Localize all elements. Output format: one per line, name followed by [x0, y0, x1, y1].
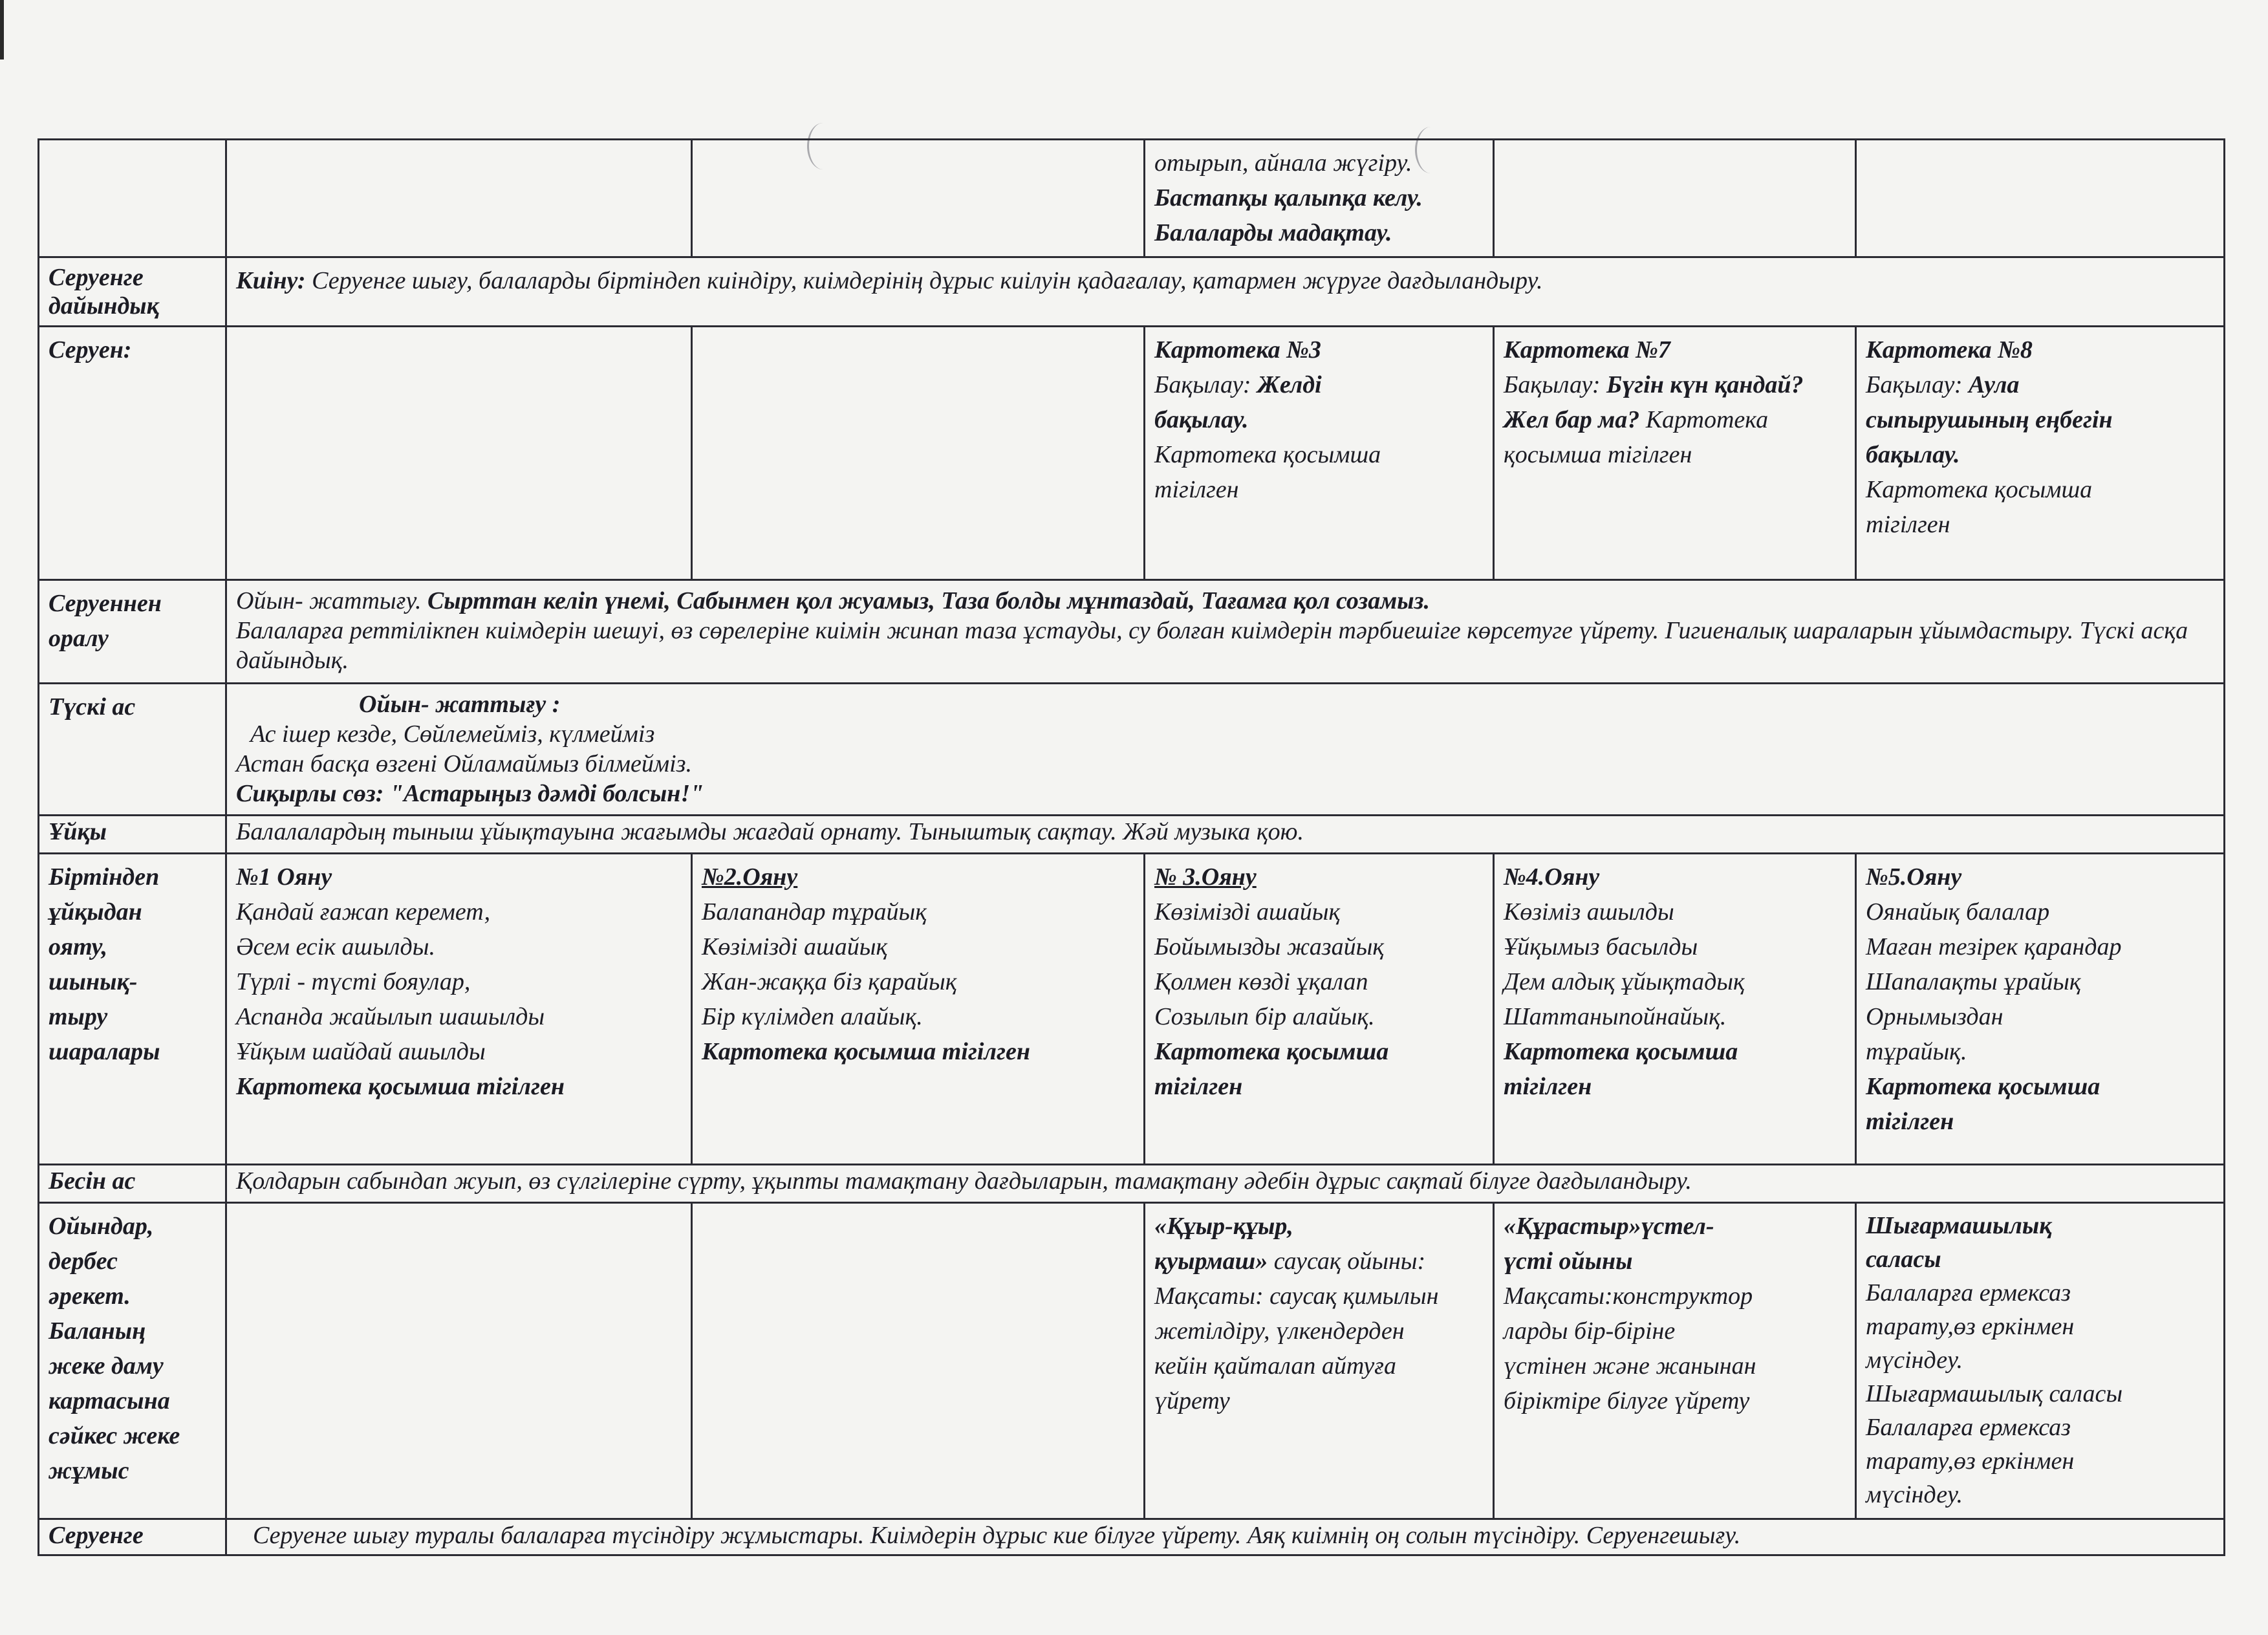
games-cell-2 — [692, 1202, 1145, 1519]
table-row — [39, 684, 2225, 816]
row-label-sleep: Ұйқы — [39, 816, 226, 853]
walk-cell-2 — [692, 327, 1145, 580]
preparation-text: Киіну: Серуенге шығу, балаларды біртіндеп киіндіру, киімдерінің дұрыс киілуін қадағалау, қатармен жүруге дағдыландыру. — [226, 257, 2225, 326]
table-row — [39, 140, 2225, 257]
table-row — [39, 579, 2225, 684]
row0-cell-5 — [1856, 140, 2225, 257]
table-row — [39, 257, 2225, 326]
row-label-walk-prep: Серуенге — [39, 1519, 226, 1555]
walk-cell-3: Картотека №3 Бақылау: Желді бақылау. Картотека қосымша тігілген — [1145, 327, 1494, 580]
row-label-awakening: Біртіндеп ұйқыдан ояту, шынық- тыру шаралары — [39, 853, 226, 1165]
row0-cell-2 — [692, 140, 1145, 257]
games-cell-4: «Құрастыр»үстел- үсті ойыны Мақсаты:конструктор ларды бір-біріне үстінен және жанынан біріктіре білуге үйрету — [1494, 1202, 1856, 1519]
walk-cell-1 — [226, 327, 692, 580]
row0-label-cell — [39, 140, 226, 257]
table-row — [39, 1519, 2225, 1555]
row-label-return: Серуеннен оралу — [39, 579, 226, 684]
table-row — [39, 1202, 2225, 1519]
row-label-games: Ойындар, дербес әрекет. Баланың жеке даму картасына сәйкес жеке жұмыс — [39, 1202, 226, 1519]
row-label-walk: Серуен: — [39, 327, 226, 580]
daily-plan-table — [38, 138, 2225, 1556]
awakening-cell-2: №2.Ояну Балапандар тұрайық Көзімізді ашайық Жан-жаққа біз қарайық Бір күлімдеп алайық. Картотека қосымша тігілген — [692, 853, 1145, 1165]
table-row — [39, 1165, 2225, 1202]
row0-cell-1 — [226, 140, 692, 257]
games-cell-1 — [226, 1202, 692, 1519]
awakening-cell-4: №4.Ояну Көзіміз ашылды Ұйқымыз басылды Дем алдық ұйықтадық Шаттаныпойнайық. Картотека қосымша тігілген — [1494, 853, 1856, 1165]
afternoon-snack-text: Қолдарын сабындап жуып, өз сүлгілеріне сүрту, ұқыпты тамақтану дағдыларын, тамақтану әдебін дұрыс сақтай білуге дағдыландыру. — [226, 1165, 2225, 1202]
games-cell-3: «Құыр-құыр, қуырмаш» саусақ ойыны: Мақсаты: саусақ қимылын жетілдіру, үлкендерден кейін қайталап айтуға үйрету — [1145, 1202, 1494, 1519]
walk-prep-text: Серуенге шығу туралы балаларға түсіндіру жұмыстары. Киімдерін дұрыс кие білуге үйрету. Аяқ киімнің оң солын түсіндіру. Серуенгешығу. — [226, 1519, 2225, 1555]
awakening-cell-5: №5.Ояну Оянайық балалар Маған тезірек қарандар Шапалақты ұрайық Орнымыздан тұрайық. Картотека қосымша тігілген — [1856, 853, 2225, 1165]
games-cell-5: Шығармашылық саласы Балаларға ермексаз тарату,өз еркінмен мүсіндеу. Шығармашылық саласы Балаларға ермексаз тарату,өз еркінмен мүсіндеу. — [1856, 1202, 2225, 1519]
row0-cell-4 — [1494, 140, 1856, 257]
table-row — [39, 816, 2225, 853]
awakening-cell-3: № 3.Ояну Көзімізді ашайық Бойымызды жазайық Қолмен көзді ұқалап Созылып бір алайық. Картотека қосымша тігілген — [1145, 853, 1494, 1165]
return-text: Ойын- жаттығу. Сырттан келіп үнемі, Сабынмен қол жуамыз, Таза болды мұнтаздай, Тағамға қол созамыз. Балаларға реттілікпен киімдерін шешуі, өз сөрелеріне киімін жинап таза ұстауды, су болған киімдерін тәрбиешіге көрсетуге үйрету. Гигиеналық шараларын ұйымдастыру. Түскі асқа дайындық. — [226, 579, 2225, 684]
awakening-cell-1: №1 Ояну Қандай ғажап керемет, Әсем есік ашылды. Түрлі - түсті бояулар, Аспанда жайылып шашылды Ұйқым шайдай ашылды Картотека қосымша тігілген — [226, 853, 692, 1165]
row-label-lunch: Түскі ас — [39, 684, 226, 816]
row0-cell-3: отырып, айнала жүгіру. Бастапқы қалыпқа келу. Балаларды мадақтау. — [1145, 140, 1494, 257]
walk-cell-4: Картотека №7 Бақылау: Бүгін күн қандай? Жел бар ма? Картотека қосымша тігілген — [1494, 327, 1856, 580]
table-row — [39, 853, 2225, 1165]
row-label-afternoon-snack: Бесін ас — [39, 1165, 226, 1202]
scan-edge-mark — [0, 0, 4, 60]
walk-cell-5: Картотека №8 Бақылау: Аула сыпырушының еңбегін бақылау. Картотека қосымша тігілген — [1856, 327, 2225, 580]
lunch-text: Ойын- жаттығу : Ас ішер кезде, Сөйлемейміз, күлмейміз Астан басқа өзгені Ойламаймыз білмейміз. Сиқырлы сөз: "Астарыңыз дәмді болсын!" — [226, 684, 2225, 816]
row-label-preparation: Серуенге дайындық — [39, 257, 226, 326]
sleep-text: Балалалардың тыныш ұйықтауына жағымды жағдай орнату. Тыныштық сақтау. Жәй музыка қою. — [226, 816, 2225, 853]
table-row — [39, 327, 2225, 580]
